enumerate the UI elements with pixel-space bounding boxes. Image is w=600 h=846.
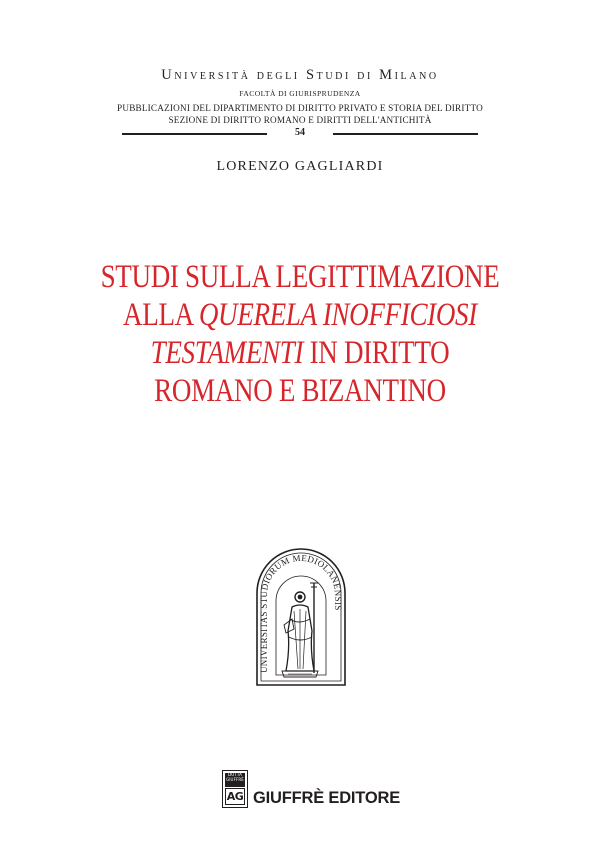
faculty-name: FACOLTÀ DI GIURISPRUDENZA xyxy=(239,89,361,98)
publisher-logo-icon xyxy=(222,770,248,808)
title-line-2 xyxy=(54,296,546,334)
series-line-2: SEZIONE DI DIRITTO ROMANO E DIRITTI DELL'ANTICHITÀ xyxy=(168,115,432,125)
title-line-3-italic: TESTAMENTI xyxy=(150,335,304,371)
seal-legend: UNIVERSITAS STUDIORUM MEDIOLANENSIS xyxy=(258,552,344,673)
title-line-2-plain: ALLA xyxy=(123,297,199,333)
title-line-4: ROMANO E BIZANTINO xyxy=(154,373,446,409)
publisher xyxy=(222,770,401,808)
author-name: LORENZO GAGLIARDI xyxy=(216,159,384,174)
series-line-1: PUBBLICAZIONI DEL DIPARTIMENTO DI DIRITTO PRIVATO E STORIA DEL DIRITTO xyxy=(117,103,483,113)
title-line-1: STUDI SULLA LEGITTIMAZIONE xyxy=(100,259,500,295)
publisher-logo-top-text: DOTTA GIUFFRÈ xyxy=(225,773,245,787)
title-line-2-italic: QUERELA INOFFICIOSI xyxy=(198,297,477,333)
university-seal-icon xyxy=(254,545,348,695)
title-line-3-plain: IN DIRITTO xyxy=(303,335,450,371)
divider-right xyxy=(333,133,478,135)
volume-number: 54 xyxy=(295,127,305,138)
publisher-logo-letters: AG xyxy=(226,790,244,803)
title-line-3 xyxy=(54,334,546,372)
publisher-name: GIUFFRÈ EDITORE xyxy=(253,789,401,807)
university-name: Università degli Studi di Milano xyxy=(161,67,439,83)
book-title xyxy=(54,258,546,410)
